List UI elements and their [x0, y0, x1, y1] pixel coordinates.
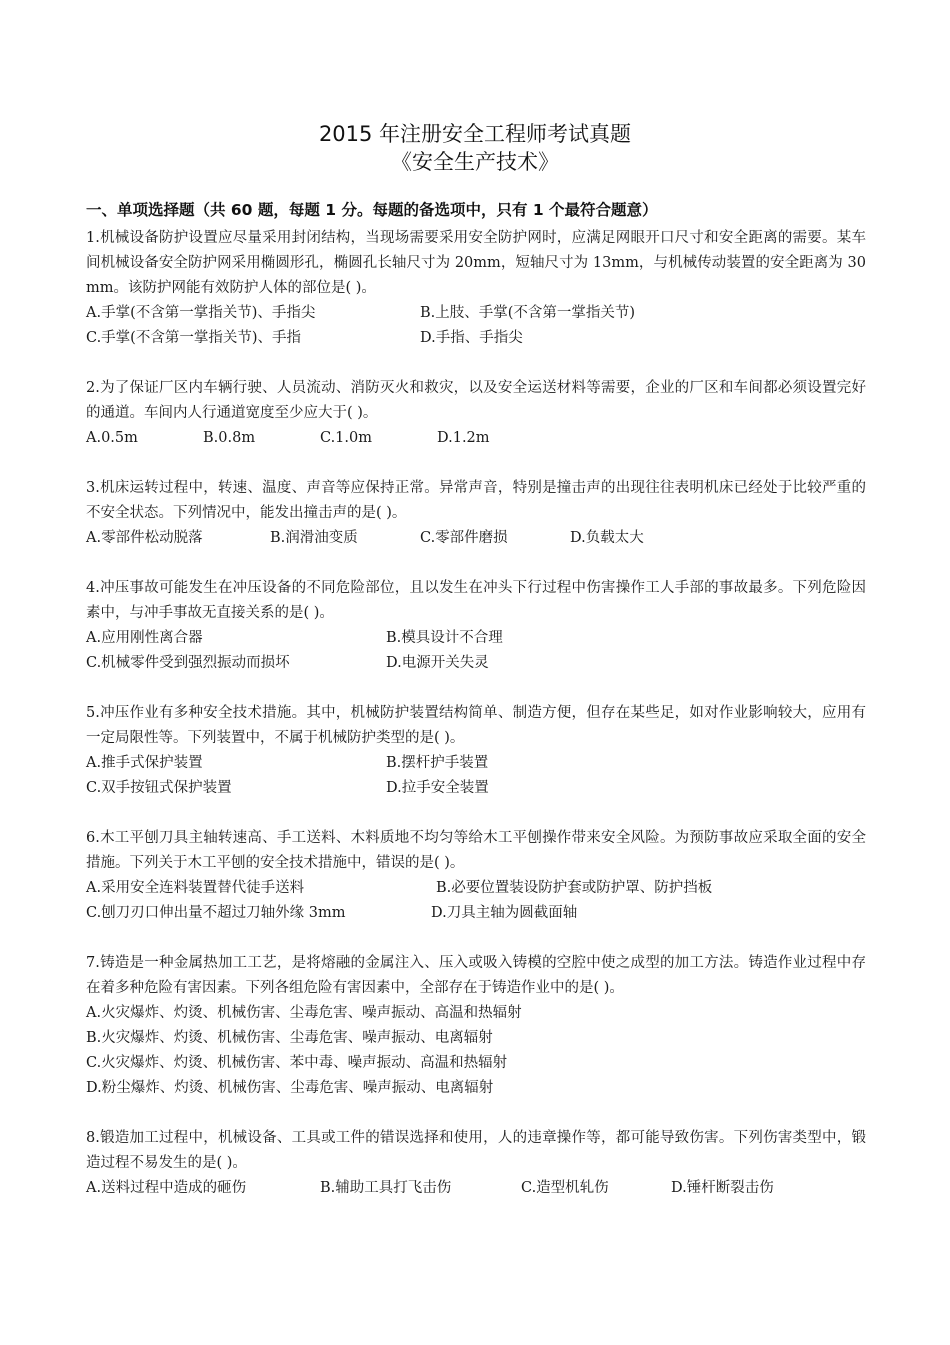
question-list — [86, 226, 866, 1201]
option-b: B.辅助工具打飞击伤 — [320, 1180, 452, 1196]
option-d: D.电源开关失灵 — [386, 655, 489, 671]
question-3 — [86, 476, 866, 551]
question-stem: 7.铸造是一种金属热加工工艺，是将熔融的金属注入、压入或吸入铸模的空腔中使之成型的加工方法。铸造作业过程中存在着多种危险有害因素。下列各组危险有害因素中，全部存在于铸造作业中的是( )。 — [86, 955, 866, 996]
option-row — [86, 751, 866, 776]
option-d: D.刀具主轴为圆截面轴 — [431, 905, 578, 921]
option-row — [86, 1176, 866, 1201]
option-a: A.采用安全连料装置替代徒手送料 — [86, 880, 305, 896]
section-heading: 一、单项选择题（共 60 题，每题 1 分。每题的备选项中，只有 1 个最符合题意） — [86, 201, 658, 219]
option-row — [86, 626, 866, 651]
option-d: D.锤杆断裂击伤 — [671, 1180, 774, 1196]
option-a: A.手掌(不含第一掌指关节)、手指尖 — [86, 305, 316, 321]
option-a: A.0.5m — [86, 430, 138, 446]
question-1 — [86, 226, 866, 351]
exam-subject: 《安全生产技术》 — [391, 150, 559, 174]
option-row — [86, 526, 866, 551]
option-a: A.送料过程中造成的砸伤 — [86, 1180, 247, 1196]
option-c: C.机械零件受到强烈振动而损坏 — [86, 655, 290, 671]
question-stem: 3.机床运转过程中，转速、温度、声音等应保持正常。异常声音，特别是撞击声的出现往往表明机床已经处于比较严重的不安全状态。下列情况中，能发出撞击声的是( )。 — [86, 480, 866, 521]
option-a: A.应用刚性离合器 — [86, 630, 203, 646]
question-2 — [86, 376, 866, 451]
option-a: A.火灾爆炸、灼烫、机械伤害、尘毒危害、噪声振动、高温和热辐射 — [86, 1005, 522, 1021]
option-d: D.负载太大 — [570, 530, 644, 546]
option-b: B.必要位置装设防护套或防护罩、防护挡板 — [436, 880, 713, 896]
exam-title: 2015 年注册安全工程师考试真题 — [318, 122, 632, 146]
option-c: C.造型机轧伤 — [521, 1180, 609, 1196]
option-row — [86, 426, 866, 451]
option-b: B.模具设计不合理 — [386, 630, 503, 646]
option-row — [86, 301, 866, 326]
option-d: D.拉手安全装置 — [386, 780, 489, 796]
question-6 — [86, 826, 866, 926]
question-stem: 8.锻造加工过程中，机械设备、工具或工件的错误选择和使用，人的违章操作等，都可能导致伤害。下列伤害类型中，锻造过程不易发生的是( )。 — [86, 1130, 866, 1171]
option-row — [86, 776, 866, 801]
option-c: C.双手按钮式保护装置 — [86, 780, 232, 796]
option-b: B.摆杆护手装置 — [386, 755, 489, 771]
option-row — [86, 901, 866, 926]
option-b: B.0.8m — [203, 430, 256, 446]
option-b: B.火灾爆炸、灼烫、机械伤害、尘毒危害、噪声振动、电离辐射 — [86, 1030, 493, 1046]
option-a: A.零部件松动脱落 — [86, 530, 203, 546]
question-stem: 1.机械设备防护设置应尽量采用封闭结构，当现场需要采用安全防护网时，应满足网眼开口尺寸和安全距离的需要。某车间机械设备安全防护网采用椭圆形孔，椭圆孔长轴尺寸为 20mm，短轴尺寸为 13mm，与机械传动装置的安全距离为 30mm。该防护网能有效防护人体的部位是( )。 — [86, 230, 866, 296]
option-c: C.刨刀刃口伸出量不超过刀轴外缘 3mm — [86, 905, 346, 921]
option-a: A.推手式保护装置 — [86, 755, 203, 771]
option-d: D.1.2m — [437, 430, 490, 446]
question-stem: 6.木工平刨刀具主轴转速高、手工送料、木料质地不均匀等给木工平刨操作带来安全风险。为预防事故应采取全面的安全措施。下列关于木工平刨的安全技术措施中，错误的是( )。 — [86, 830, 866, 871]
question-stem: 4.冲压事故可能发生在冲压设备的不同危险部位，且以发生在冲头下行过程中伤害操作工人手部的事故最多。下列危险因素中，与冲手事故无直接关系的是( )。 — [86, 580, 866, 621]
option-row — [86, 651, 866, 676]
question-stem: 5.冲压作业有多种安全技术措施。其中，机械防护装置结构简单、制造方便，但存在某些足，如对作业影响较大，应用有一定局限性等。下列装置中，不属于机械防护类型的是( )。 — [86, 705, 866, 746]
question-8 — [86, 1126, 866, 1201]
option-c: C.零部件磨损 — [420, 530, 508, 546]
option-row — [86, 326, 866, 351]
option-b: B.润滑油变质 — [270, 530, 358, 546]
question-4 — [86, 576, 866, 676]
option-c: C.手掌(不含第一掌指关节)、手指 — [86, 330, 301, 346]
question-5 — [86, 701, 866, 801]
option-c: C.火灾爆炸、灼烫、机械伤害、苯中毒、噪声振动、高温和热辐射 — [86, 1055, 508, 1071]
option-d: D.手指、手指尖 — [420, 330, 523, 346]
option-d: D.粉尘爆炸、灼烫、机械伤害、尘毒危害、噪声振动、电离辐射 — [86, 1080, 494, 1096]
option-c: C.1.0m — [320, 430, 372, 446]
option-b: B.上肢、手掌(不含第一掌指关节) — [420, 305, 636, 321]
question-7 — [86, 951, 866, 1101]
question-stem: 2.为了保证厂区内车辆行驶、人员流动、消防灭火和救灾，以及安全运送材料等需要，企业的厂区和车间都必须设置完好的通道。车间内人行通道宽度至少应大于( )。 — [86, 380, 866, 421]
option-row — [86, 876, 866, 901]
